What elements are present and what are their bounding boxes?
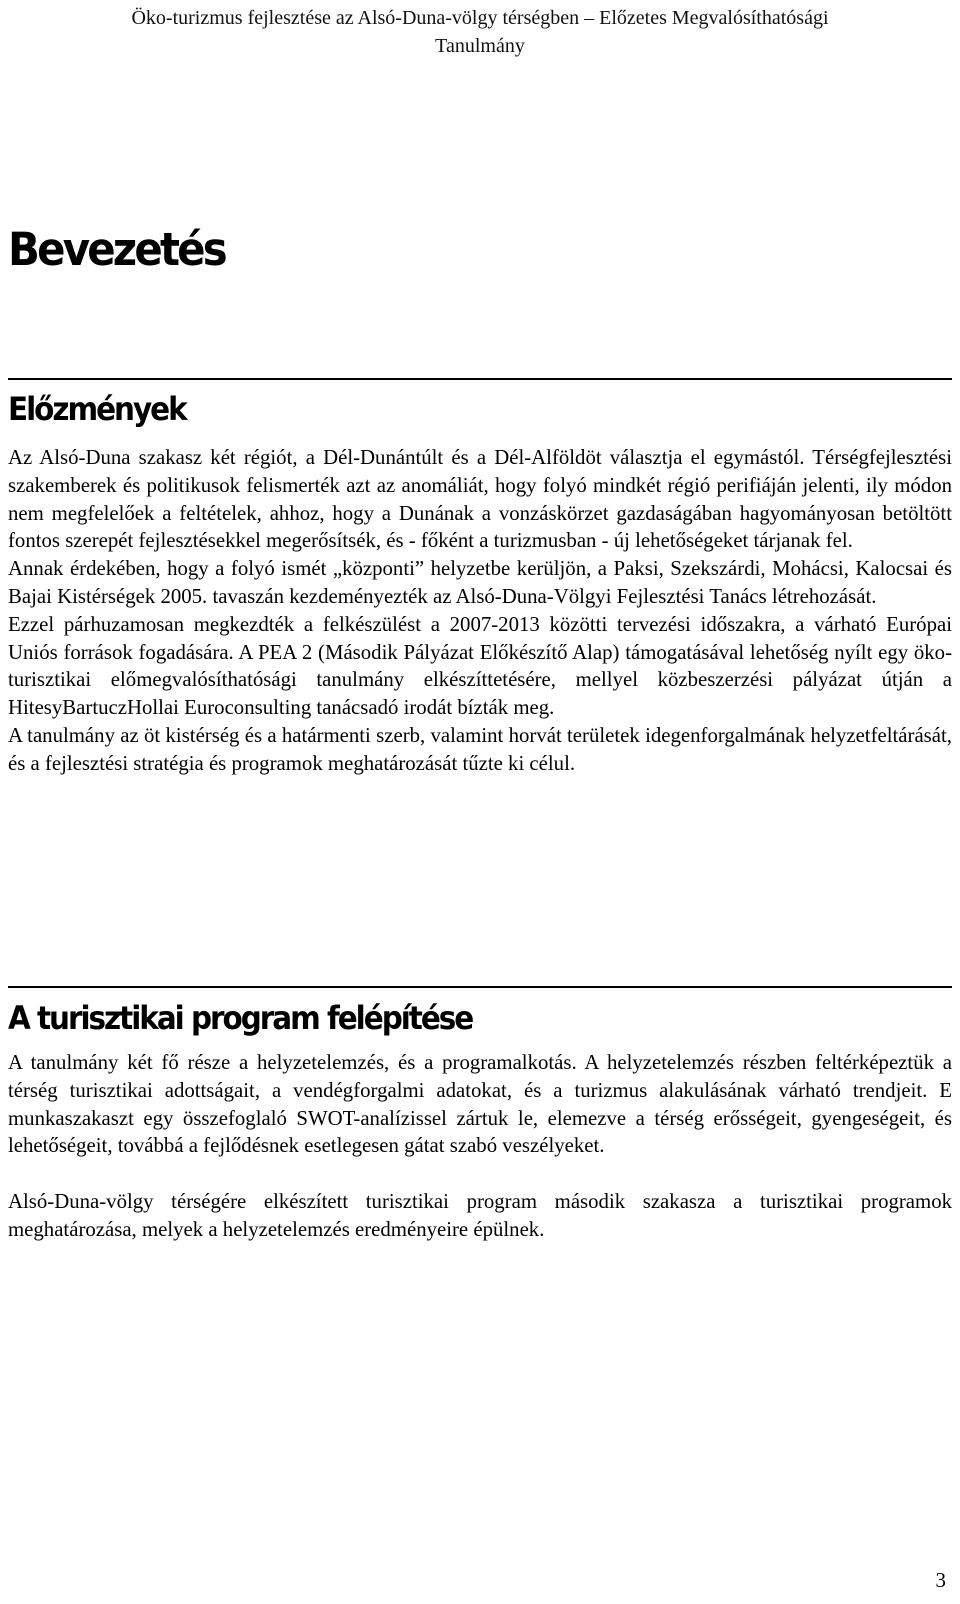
paragraph: Annak érdekében, hogy a folyó ismét „központi” helyzetbe kerüljön, a Paksi, Szekszárdi, Mohácsi, Kalocsai és Bajai Kistérségek 2005. tavaszán kezdeményezték az Alsó-Duna-Völgyi Fejlesztési Tanács létrehozását. xyxy=(8,557,952,608)
paragraph: Az Alsó-Duna szakasz két régiót, a Dél-Dunántúlt és a Dél-Alföldöt választja el egymástól. Térségfejlesztési szakemberek és politikusok felismerték azt az anomáliát, hogy folyó mindkét régió perifiáján jelenti, ily módon nem megfelelőek a feltételek, ahhoz, hogy a Dunának a vonzáskörzet gazdaságában hagyományosan betöltött fontos szerepét fejlesztésekkel megerősítsék, és - főként a turizmusban - új lehetőségeket tárjanak fel. xyxy=(8,446,952,553)
section-heading-elozmenyek: Előzmények xyxy=(8,390,186,428)
paragraph: Ezzel párhuzamosan megkezdték a felkészülést a 2007-2013 közötti tervezési időszakra, a várható Európai Uniós források fogadására. A PEA 2 (Második Pályázat Előkészítő Alap) támogatásával lehetőség nyílt egy öko-turisztikai előmegvalósíthatósági tanulmány elkészíttetésére, mellyel közbeszerzési pályázat útján a HitesyBartuczHollai Euroconsulting tanácsadó irodát bízták meg. xyxy=(8,612,952,720)
paragraph: A tanulmány az öt kistérség és a határmenti szerb, valamint horvát területek idegenforgalmának helyzetfeltárását, és a fejlesztési stratégia és programok meghatározását tűzte ki célul. xyxy=(8,723,952,775)
document-page xyxy=(8,0,952,1604)
chapter-title: Bevezetés xyxy=(8,223,225,276)
section-body-program-felepitese xyxy=(8,1049,952,1244)
paragraph: A tanulmány két fő része a helyzetelemzés, és a programalkotás. A helyzetelemzés részben feltérképeztük a térség turisztikai adottságait, a vendégforgalmi adatokat, és a turizmus alakulásának várható trendjeit. E munkaszakaszt egy összefoglaló SWOT-analízissel zártuk le, elemezve a térség erősségeit, gyengeségeit, és lehetőségeit, továbbá a fejlődésnek esetlegesen gátat szabó veszélyeket. xyxy=(8,1051,952,1158)
section-divider xyxy=(8,986,952,988)
page-number: 3 xyxy=(935,1568,946,1592)
paragraph: Alsó-Duna-völgy térségére elkészített turisztikai program második szakasza a turisztikai programok meghatározása, melyek a helyzetelemzés eredményeire épülnek. xyxy=(8,1190,952,1241)
section-body-elozmenyek xyxy=(8,444,952,778)
running-header-line-2: Tanulmány xyxy=(435,35,525,57)
running-header-line-1: Öko-turizmus fejlesztése az Alsó-Duna-völgy térségben – Előzetes Megvalósíthatósági xyxy=(131,7,829,29)
running-header xyxy=(8,4,952,60)
section-divider xyxy=(8,378,952,380)
section-heading-program-felepitese: A turisztikai program felépítése xyxy=(8,999,473,1037)
